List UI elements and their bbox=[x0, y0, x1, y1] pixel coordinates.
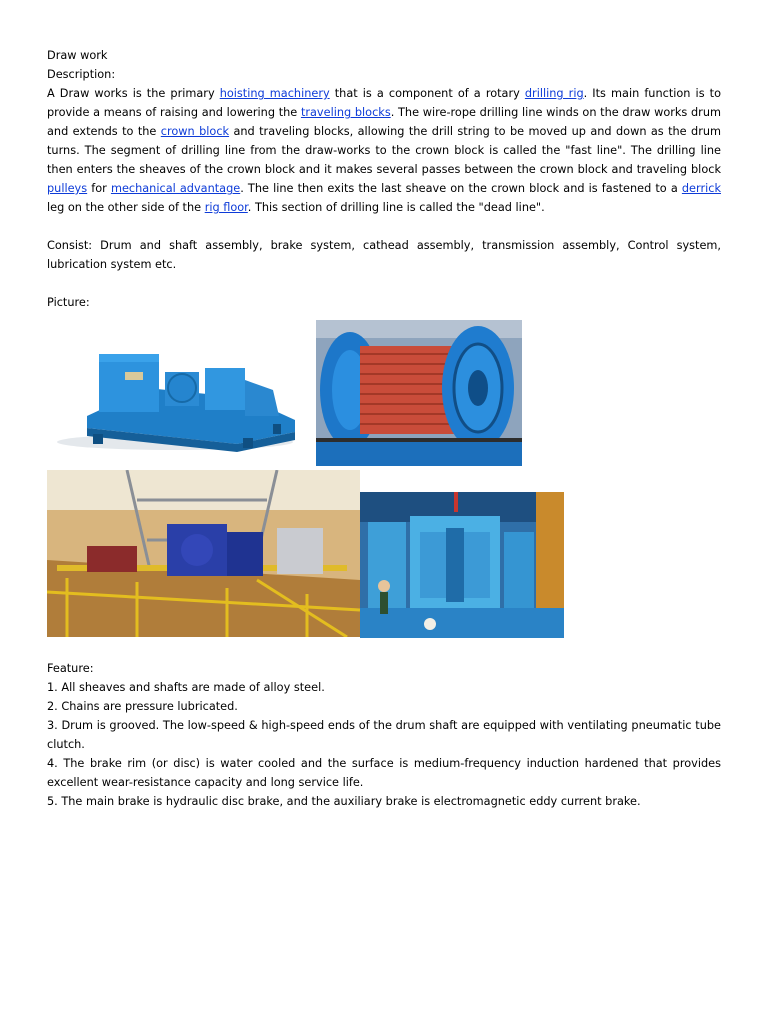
description-text: leg on the other side of the bbox=[47, 201, 205, 214]
description-text: that is a component of a rotary bbox=[329, 87, 525, 100]
drum-photo bbox=[316, 320, 522, 466]
doc-title: Draw work bbox=[47, 49, 108, 62]
description-link[interactable]: crown block bbox=[160, 125, 230, 138]
description-paragraph bbox=[47, 84, 721, 217]
description-text: . The wire-rope drilling line winds on the draw works drum and extends to the bbox=[47, 106, 721, 138]
feature-item: 5. The main brake is hydraulic disc brake, and the auxiliary brake is electromagnetic eddy current brake. bbox=[47, 795, 641, 808]
feature-item: 2. Chains are pressure lubricated. bbox=[47, 700, 238, 713]
description-link[interactable]: derrick bbox=[681, 182, 721, 195]
description-text: and traveling blocks, allowing the drill string to be moved up and down as the drum turns. The segment of drilling line from the draw-works to the crown block is called the "fast line". The drilling line then enters the sheaves of the crown block and it makes several passes between the crown block and traveling block bbox=[47, 125, 722, 176]
picture-gallery bbox=[47, 320, 721, 638]
consist-paragraph: Consist: Drum and shaft assembly, brake system, cathead assembly, transmission assembly, Control system, lubrication system etc. bbox=[47, 239, 721, 271]
description-link[interactable]: hoisting machinery bbox=[219, 87, 330, 100]
description-link[interactable]: pulleys bbox=[47, 182, 88, 195]
description-link[interactable]: rig floor bbox=[204, 201, 248, 214]
description-link[interactable]: mechanical advantage bbox=[110, 182, 241, 195]
feature-label: Feature: bbox=[47, 662, 94, 675]
description-text: for bbox=[87, 182, 111, 195]
picture-label: Picture: bbox=[47, 296, 90, 309]
description-label: Description: bbox=[47, 68, 116, 81]
description-text: . This section of drilling line is called the "dead line". bbox=[247, 201, 545, 214]
description-text: A Draw works is the primary bbox=[47, 87, 220, 100]
feature-item: 3. Drum is grooved. The low-speed & high-speed ends of the drum shaft are equipped with ventilating pneumatic tube clutch. bbox=[47, 719, 721, 751]
drawworks-photo bbox=[47, 320, 303, 470]
document-page bbox=[47, 46, 721, 811]
rig-floor-photo bbox=[47, 470, 360, 637]
description-text: . The line then exits the last sheave on the crown block and is fastened to a bbox=[240, 182, 682, 195]
description-text: . Its main function is to provide a means of raising and lowering the bbox=[47, 87, 721, 119]
description-link[interactable]: drilling rig bbox=[524, 87, 584, 100]
description-link[interactable]: traveling blocks bbox=[300, 106, 391, 119]
feature-item: 1. All sheaves and shafts are made of alloy steel. bbox=[47, 681, 325, 694]
feature-item: 4. The brake rim (or disc) is water cooled and the surface is medium-frequency induction hardened that provides excellent wear-resistance capacity and long service life. bbox=[47, 757, 721, 789]
installed-drawworks-photo bbox=[360, 492, 564, 638]
